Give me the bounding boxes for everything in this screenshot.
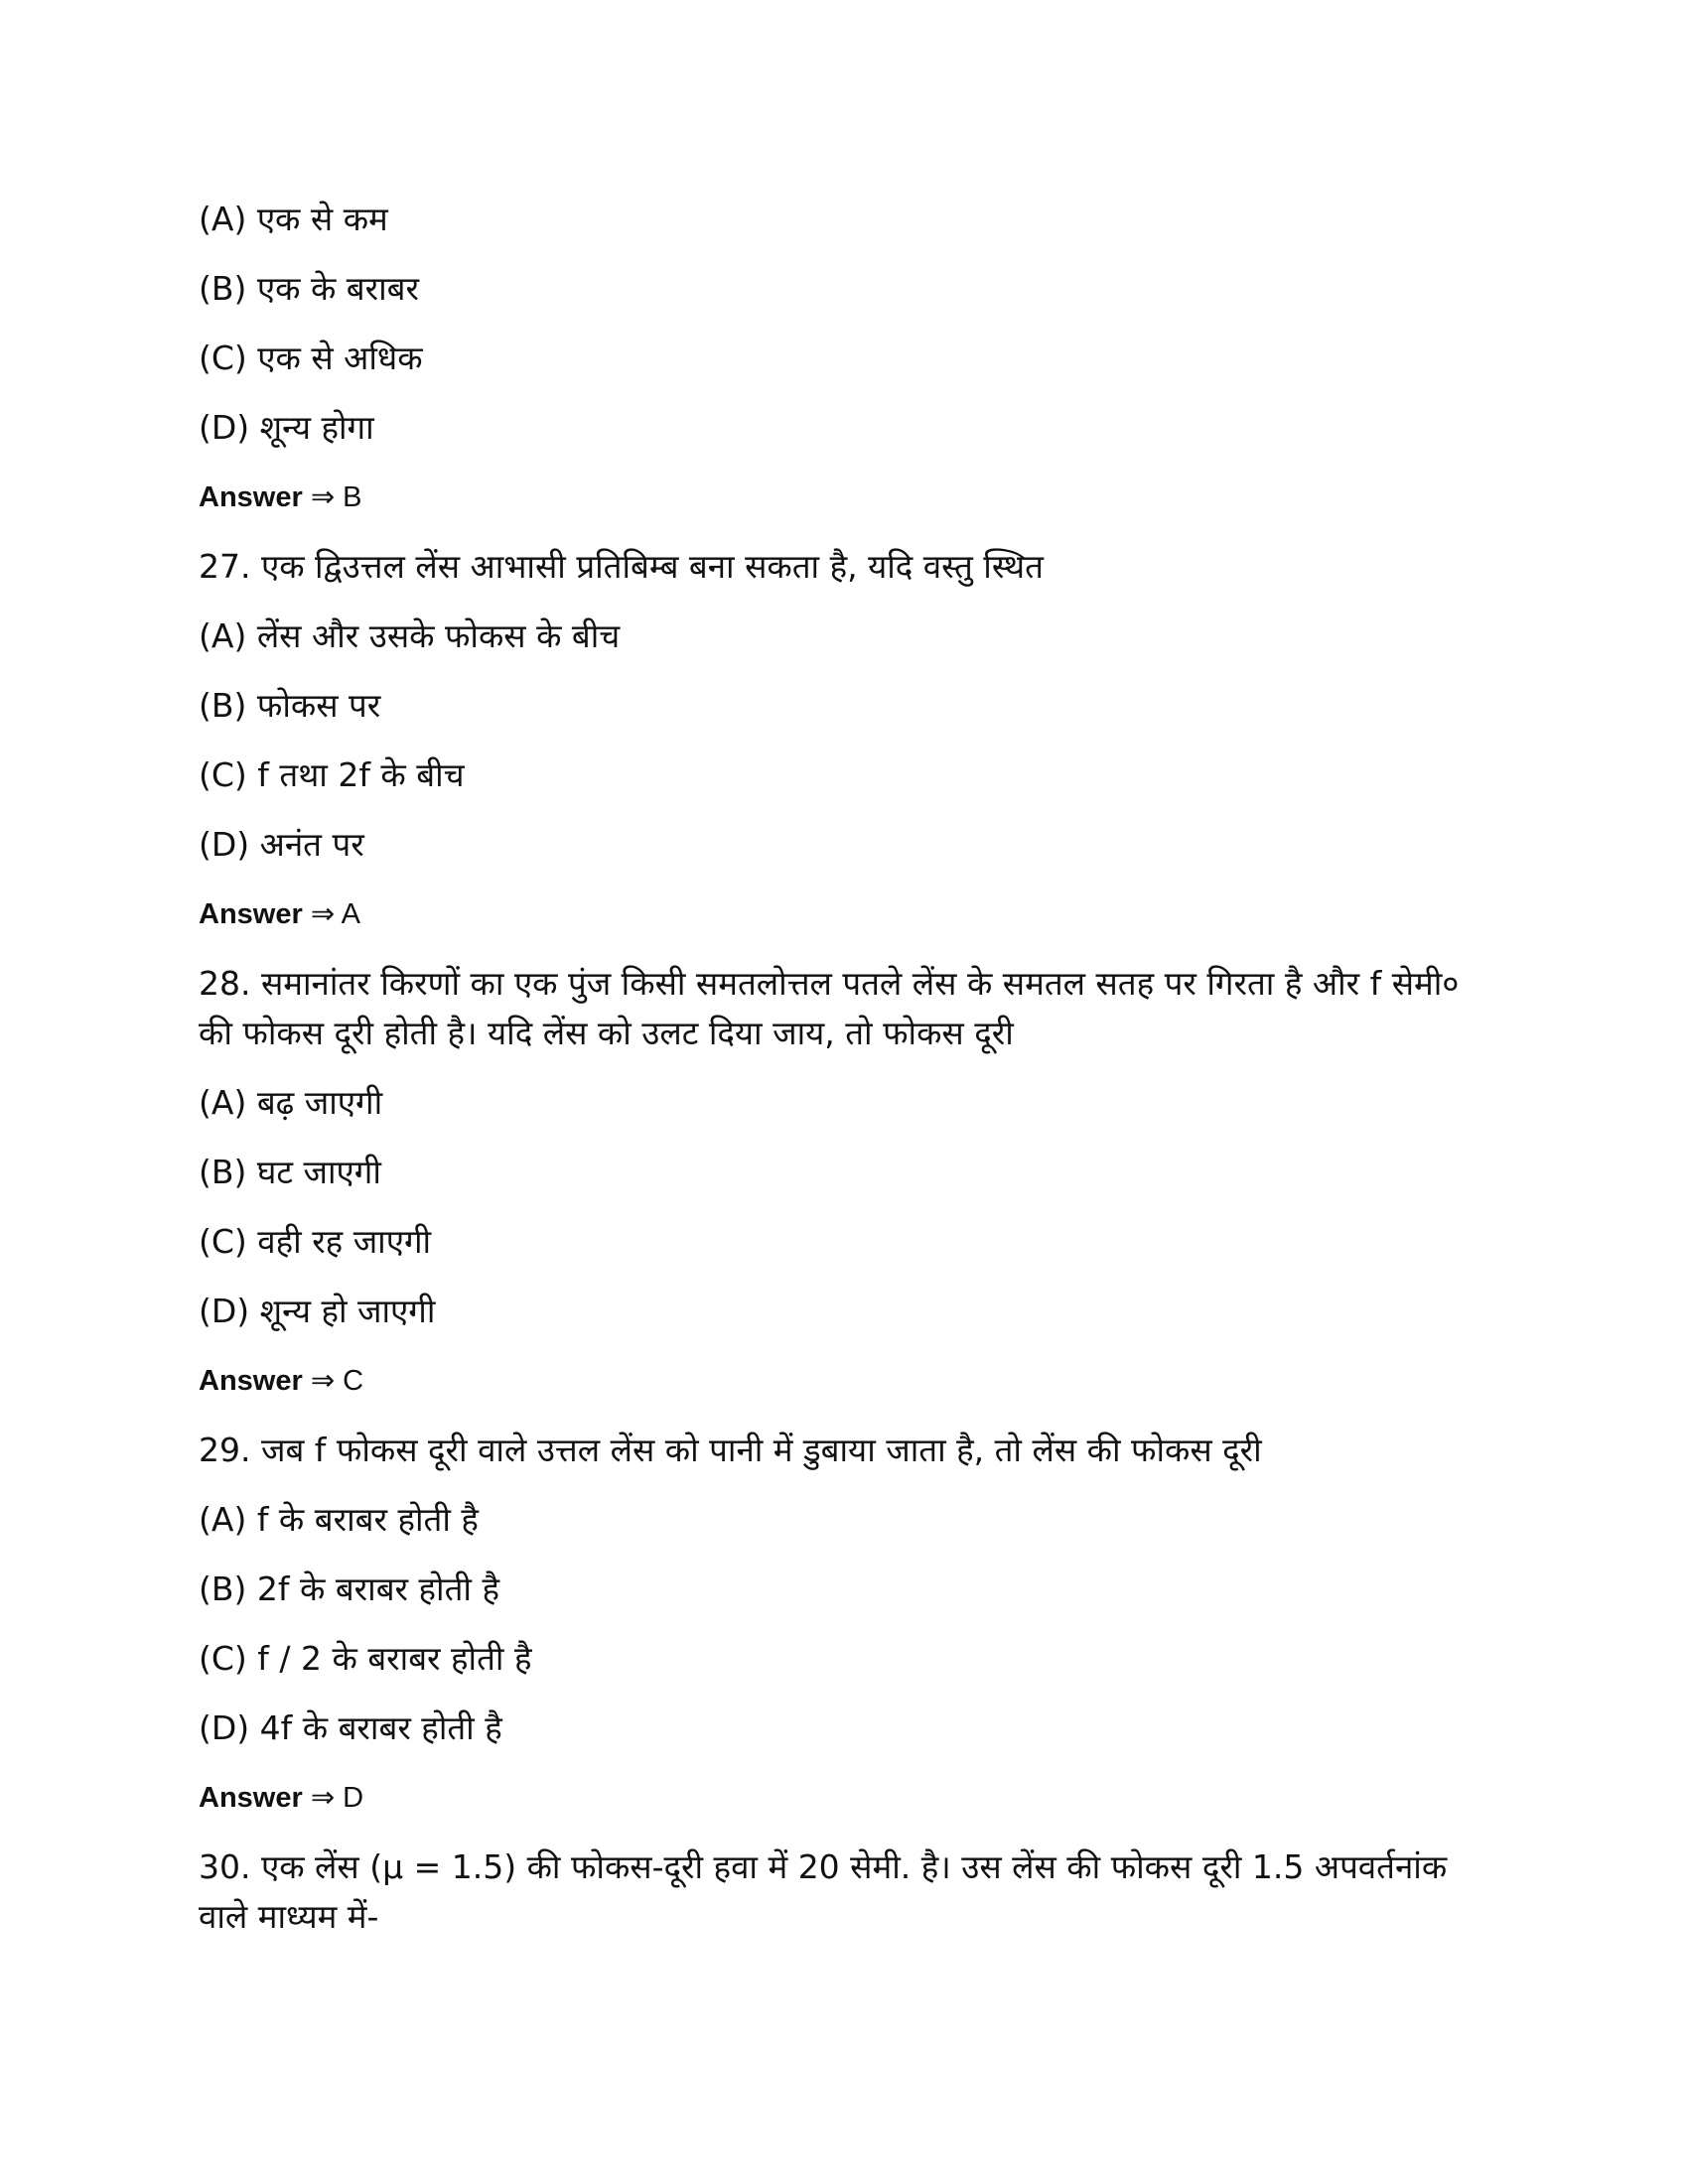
option-q26-a: (A) एक से कम <box>199 200 388 238</box>
answer-q27 <box>199 889 1499 939</box>
option-q27-a: (A) लेंस और उसके फोकस के बीच <box>199 616 621 655</box>
answer-value: ⇒ B <box>310 481 362 513</box>
question-29: 29. जब f फोकस दूरी वाले उत्तल लेंस को पानी में डुबाया जाता है, तो लेंस की फोकस दूरी <box>199 1431 1262 1469</box>
option-q27-c: (C) f तथा 2f के बीच <box>199 755 465 794</box>
answer-label: Answer <box>199 481 303 513</box>
answer-value: ⇒ D <box>310 1782 364 1814</box>
answer-label: Answer <box>199 1782 303 1814</box>
answer-q26 <box>199 473 1499 522</box>
option-q28-a: (A) बढ़ जाएगी <box>199 1083 383 1122</box>
option-q26-c: (C) एक से अधिक <box>199 339 423 377</box>
option-q28-c: (C) वही रह जाएगी <box>199 1222 432 1261</box>
document-page <box>199 195 1499 1962</box>
option-q29-b: (B) 2f के बराबर होती है <box>199 1570 499 1608</box>
option-q27-b: (B) फोकस पर <box>199 686 381 725</box>
option-q28-b: (B) घट जाएगी <box>199 1153 381 1191</box>
option-q27-d: (D) अनंत पर <box>199 825 364 864</box>
option-q26-b: (B) एक के बराबर <box>199 269 420 308</box>
answer-label: Answer <box>199 898 303 930</box>
question-28: 28. समानांतर किरणों का एक पुंज किसी समतलोत्तल पतले लेंस के समतल सतह पर गिरता है और f सेमी० की फोकस दूरी होती है। यदि लेंस को उलट दिया जाय, तो फोकस दूरी <box>199 964 1460 1052</box>
option-q29-d: (D) 4f के बराबर होती है <box>199 1708 502 1747</box>
answer-label: Answer <box>199 1365 303 1397</box>
answer-q29 <box>199 1773 1499 1823</box>
answer-value: ⇒ C <box>310 1365 364 1397</box>
answer-value: ⇒ A <box>310 898 360 930</box>
answer-q28 <box>199 1356 1499 1406</box>
question-30: 30. एक लेंस (μ = 1.5) की फोकस-दूरी हवा में 20 सेमी. है। उस लेंस की फोकस दूरी 1.5 अपवर्तनांक वाले माध्यम में- <box>199 1847 1448 1936</box>
question-27: 27. एक द्विउत्तल लेंस आभासी प्रतिबिम्ब बना सकता है, यदि वस्तु स्थित <box>199 547 1044 586</box>
option-q26-d: (D) शून्य होगा <box>199 408 374 447</box>
option-q28-d: (D) शून्य हो जाएगी <box>199 1292 436 1330</box>
option-q29-a: (A) f के बराबर होती है <box>199 1500 479 1539</box>
option-q29-c: (C) f / 2 के बराबर होती है <box>199 1639 532 1678</box>
